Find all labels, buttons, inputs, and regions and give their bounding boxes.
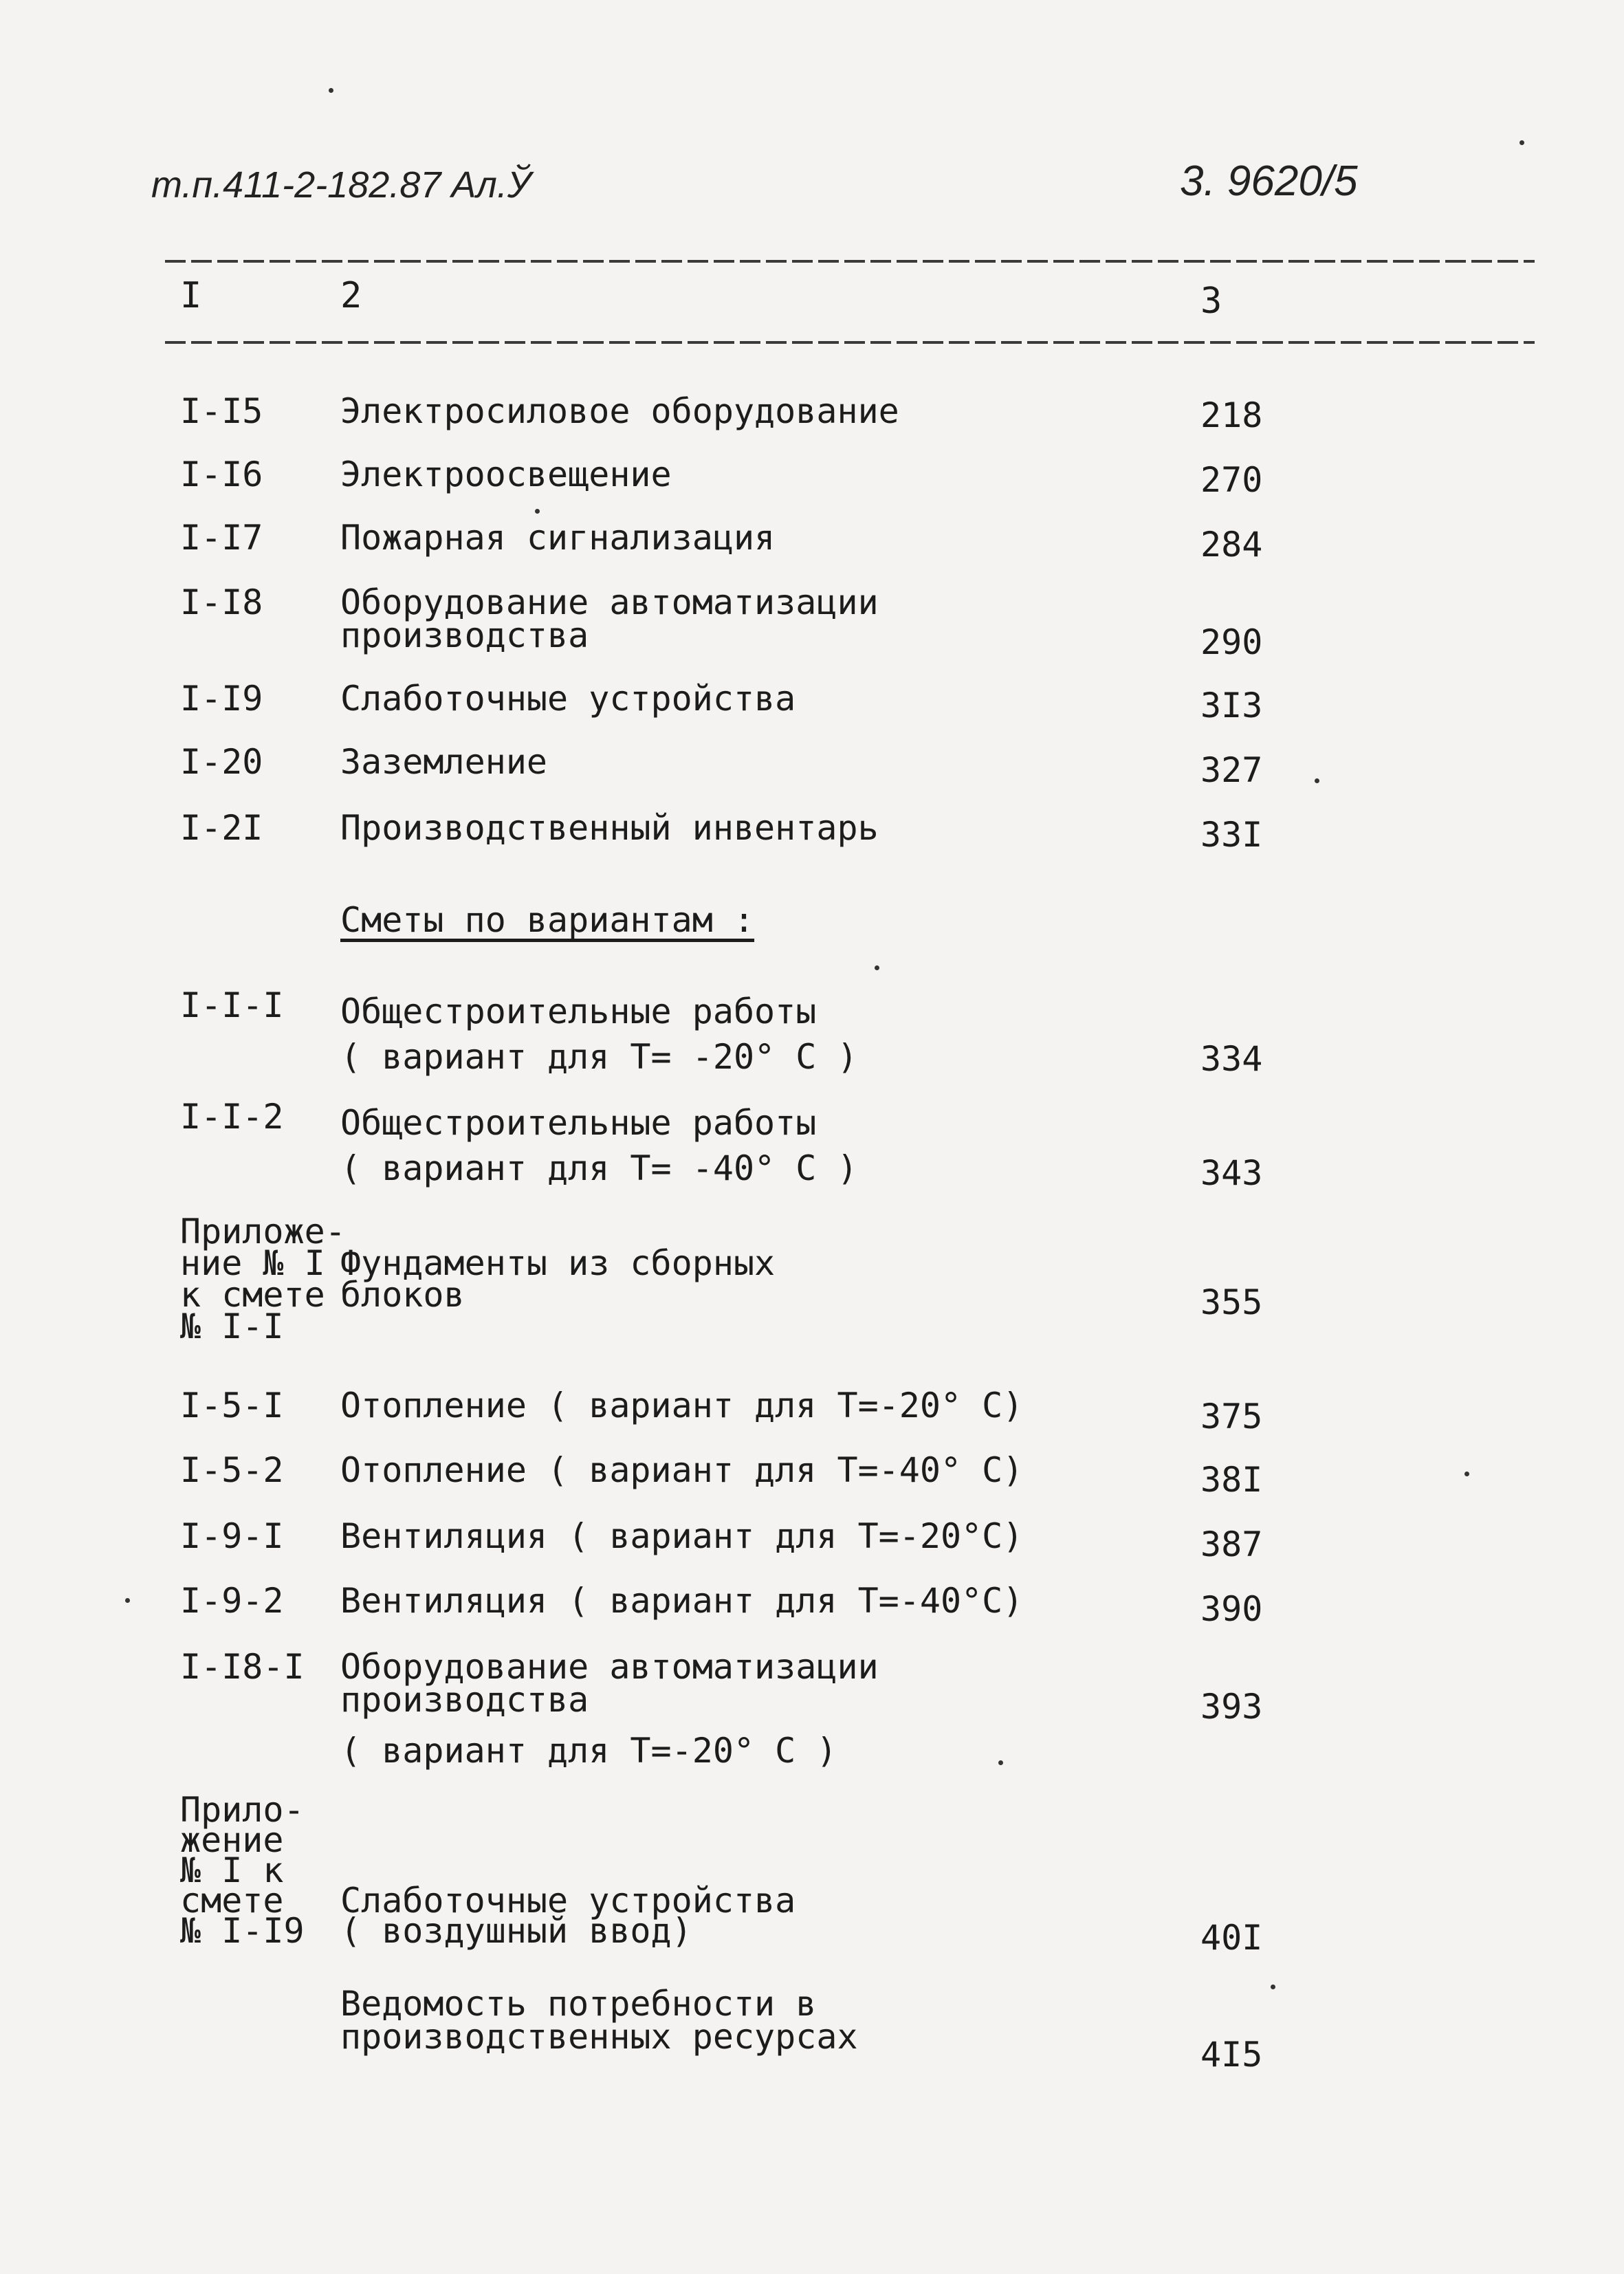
row-title: Оборудование автоматизации производства [340,1647,879,1720]
row-title: Заземление [340,742,548,782]
row-page: 4I5 [1200,2035,1263,2075]
row-title: Отопление ( вариант для T=-20° C) [340,1386,1024,1425]
row-code: I-20 [180,742,263,782]
row-page: 33I [1200,815,1263,855]
row-title: Пожарная сигнализация [340,518,776,558]
row-title: Слаботочные устройства ( воздушный ввод) [340,1881,796,1951]
row-page: 270 [1200,460,1263,500]
scan-speck [535,509,540,514]
row-page: 290 [1200,622,1263,662]
scan-speck [125,1598,130,1603]
row-code: Приложе- ние № I к смете № I-I [180,1212,346,1346]
row-title: Ведомость потребности в производственных ресурсах [340,1984,858,2057]
row-title: Вентиляция ( вариант для T=-40°C) [340,1581,1024,1621]
row-title: Оборудование автоматизации производства [340,582,879,655]
row-title: Слаботочные устройства [340,679,796,719]
header-bottom-rule [165,341,1535,344]
row-code: I-2I [180,808,263,848]
row-code: I-5-2 [180,1450,284,1490]
row-title: Общестроительные работы ( вариант для T= -20° C ) [340,992,858,1077]
row-title: ( вариант для T=-20° C ) [340,1731,837,1771]
scan-speck [1464,1472,1469,1476]
row-title: Электроосвещение [340,455,672,494]
row-title: Производственный инвентарь [340,808,879,848]
row-code: I-I-2 [180,1097,284,1137]
row-page: 284 [1200,525,1263,565]
row-code: I-I6 [180,455,263,494]
column-header-3: 3 [1200,281,1222,322]
row-page: 375 [1200,1397,1263,1436]
row-page: 393 [1200,1687,1263,1727]
header-top-rule [165,260,1535,263]
sheet-reference: 3. 9620/5 [1180,157,1358,205]
row-page: 218 [1200,395,1263,435]
column-header-1: I [180,275,202,316]
row-page: 3I3 [1200,686,1263,725]
row-code: I-I-I [180,985,284,1025]
row-code: I-9-2 [180,1581,284,1621]
row-page: 343 [1200,1153,1263,1193]
row-code: I-9-I [180,1516,284,1556]
row-code: I-I7 [180,518,263,558]
row-title: Вентиляция ( вариант для T=-20°C) [340,1516,1024,1556]
scan-speck [1315,778,1319,783]
row-title: Общестроительные работы ( вариант для T= -40° C ) [340,1103,858,1188]
scan-speck [1519,140,1524,145]
row-title: Электросиловое оборудование [340,391,899,431]
row-page: 334 [1200,1039,1263,1079]
scan-speck [998,1760,1003,1765]
row-title: Отопление ( вариант для T=-40° C) [340,1450,1024,1490]
column-header-2: 2 [340,275,362,316]
row-page: 387 [1200,1524,1263,1564]
row-code: I-I8-I [180,1647,305,1687]
row-page: 390 [1200,1589,1263,1629]
row-page: 355 [1200,1282,1263,1322]
row-code: I-I9 [180,679,263,719]
row-code: I-5-I [180,1386,284,1425]
row-code: I-I8 [180,582,263,622]
section-title: Сметы по вариантам : [340,900,755,940]
row-code: I-I5 [180,391,263,431]
row-title: Фундаменты из сборных блоков [340,1243,776,1315]
scan-speck [875,965,879,970]
row-page: 38I [1200,1460,1263,1500]
row-code: Прило- жение № I к смете № I-I9 [180,1790,305,1951]
scan-speck [329,88,333,93]
row-page: 327 [1200,750,1263,790]
scan-speck [1271,1985,1275,1989]
document-code: т.п.411-2-182.87 Ал.Ў [151,164,531,206]
row-page: 40I [1200,1918,1263,1958]
